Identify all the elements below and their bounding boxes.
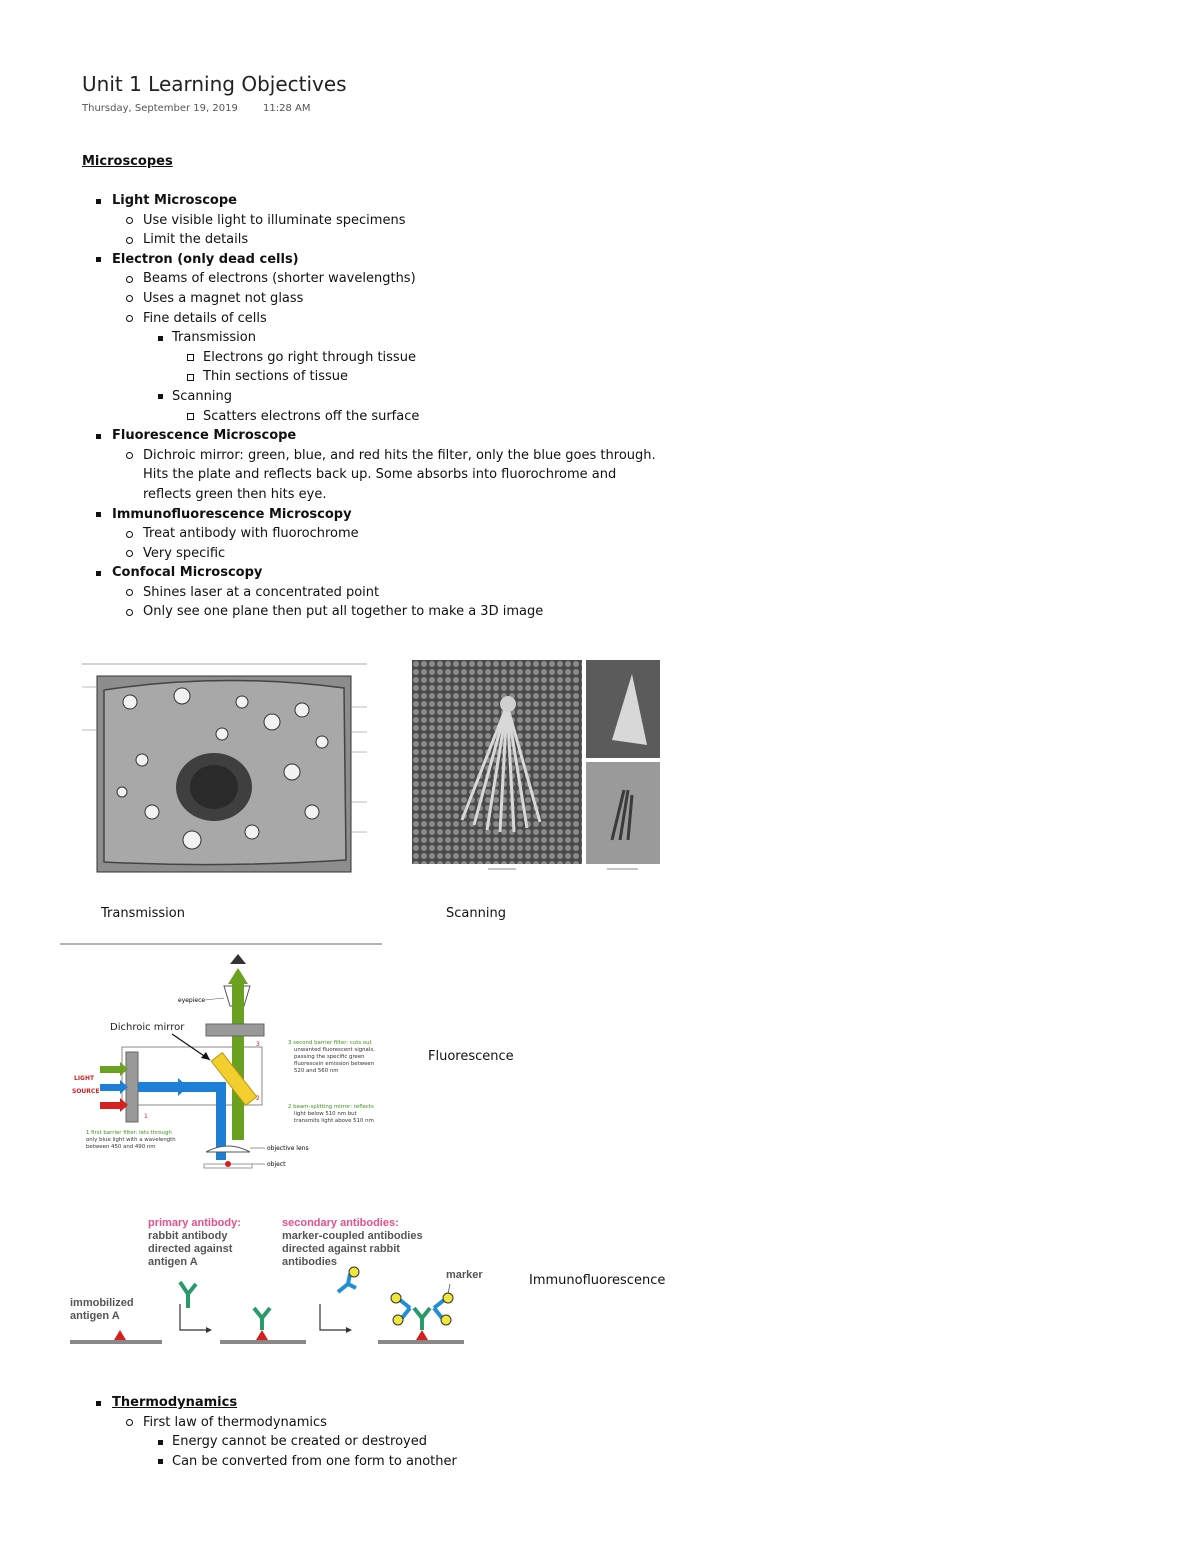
svg-text:secondary antibodies:: secondary antibodies:: [282, 1217, 399, 1229]
bullet-icon: [126, 550, 133, 557]
bullet-icon: [96, 1401, 101, 1406]
list-item: Immunofluorescence Microscopy: [82, 505, 782, 525]
svg-text:marker: marker: [446, 1269, 483, 1281]
svg-text:2 beam-splitting mirror: refl: 2 beam-splitting mirror: reflects: [288, 1104, 374, 1110]
svg-text:3: 3: [256, 1041, 260, 1048]
list-item-continuation: Hits the plate and reflects back up. Some absorbs into fluorochrome and: [143, 467, 617, 483]
bullet-icon: [126, 217, 133, 224]
svg-text:directed against: directed against: [148, 1243, 233, 1255]
list-item: Can be converted from one form to another: [82, 1452, 782, 1472]
svg-text:unwanted fluorescent signals,: unwanted fluorescent signals,: [294, 1047, 375, 1053]
list-item: Limit the details: [82, 230, 782, 250]
svg-text:LIGHT: LIGHT: [74, 1075, 95, 1082]
page-title: Unit 1 Learning Objectives: [82, 72, 347, 96]
svg-text:Dichroic mirror: Dichroic mirror: [110, 1022, 185, 1033]
bullet-icon: [126, 452, 133, 459]
list-item: Only see one plane then put all together to make a 3D image: [82, 602, 782, 622]
svg-text:1: 1: [144, 1113, 148, 1120]
page-time: 11:28 AM: [263, 103, 311, 114]
list-item: First law of thermodynamics: [82, 1413, 782, 1433]
svg-text:antigen A: antigen A: [148, 1256, 198, 1268]
second-barrier-filter: [206, 1024, 264, 1036]
list-item: Thermodynamics: [82, 1393, 782, 1413]
bullet-icon: [187, 354, 194, 361]
scanning-caption: Scanning: [446, 906, 506, 921]
bullet-icon: [126, 609, 133, 616]
svg-text:between 450 and 490 nm: between 450 and 490 nm: [86, 1144, 156, 1150]
scanning-image: [412, 660, 660, 872]
bullet-icon: [158, 336, 163, 341]
green-beam: [232, 980, 244, 1140]
bullet-icon: [126, 589, 133, 596]
list-item: Beams of electrons (shorter wavelengths): [82, 269, 782, 289]
bullet-icon: [126, 295, 133, 302]
bullet-icon: [96, 512, 101, 517]
list-item: Light Microscope: [82, 191, 782, 211]
svg-text:3 second barrier filter: cuts: 3 second barrier filter: cuts out: [288, 1040, 372, 1046]
list-item: Use visible light to illuminate specimens: [82, 211, 782, 231]
bullet-icon: [96, 257, 101, 262]
svg-text:1 first barrier filter: lets: 1 first barrier filter: lets through: [86, 1130, 172, 1136]
immunofluorescence-diagram: [66, 1212, 483, 1352]
list-item: Very specific: [82, 544, 782, 564]
svg-text:passing the specific green: passing the specific green: [294, 1054, 365, 1060]
fluorescence-diagram: [60, 942, 384, 1170]
list-item: Confocal Microscopy: [82, 563, 782, 583]
svg-text:2: 2: [256, 1095, 260, 1102]
list-item: Dichroic mirror: green, blue, and red hits the filter, only the blue goes through.: [82, 446, 782, 466]
svg-text:immobilized: immobilized: [70, 1297, 134, 1309]
notes-outline: [82, 191, 782, 622]
bullet-icon: [158, 394, 163, 399]
list-item: Scatters electrons off the surface: [82, 407, 782, 427]
bullet-icon: [187, 413, 194, 420]
page-meta: [82, 103, 333, 114]
bullet-icon: [158, 1459, 163, 1464]
svg-text:eyepiece: eyepiece: [178, 997, 206, 1004]
svg-text:antibodies: antibodies: [282, 1256, 338, 1268]
bullet-icon: [158, 1440, 163, 1445]
list-item: Scanning: [82, 387, 782, 407]
svg-text:light below 510 nm but: light below 510 nm but: [294, 1111, 357, 1117]
page-date: Thursday, September 19, 2019: [82, 103, 238, 114]
section-heading: Microscopes: [82, 154, 173, 169]
transmission-image: [82, 662, 367, 874]
list-item: Fine details of cells: [82, 309, 782, 329]
svg-text:antigen A: antigen A: [70, 1310, 120, 1322]
eye-icon: [230, 954, 246, 964]
svg-text:fluorescein emission between: fluorescein emission between: [294, 1061, 375, 1067]
svg-text:rabbit antibody: rabbit antibody: [148, 1230, 228, 1242]
bullet-icon: [126, 237, 133, 244]
bullet-icon: [96, 199, 101, 204]
list-item: Shines laser at a concentrated point: [82, 583, 782, 603]
bullet-icon: [187, 374, 194, 381]
svg-text:520 and 560 nm: 520 and 560 nm: [294, 1068, 339, 1074]
bullet-icon: [126, 276, 133, 283]
list-item: Treat antibody with fluorochrome: [82, 524, 782, 544]
svg-text:marker-coupled antibodies: marker-coupled antibodies: [282, 1230, 423, 1242]
bullet-icon: [126, 1419, 133, 1426]
immunofluorescence-caption: Immunofluorescence: [529, 1273, 666, 1288]
bullet-icon: [96, 434, 101, 439]
svg-text:transmits light above 510 nm: transmits light above 510 nm: [294, 1118, 374, 1124]
svg-text:only blue light with a wavelen: only blue light with a wavelength: [86, 1137, 176, 1143]
bullet-icon: [126, 315, 133, 322]
svg-text:primary antibody:: primary antibody:: [148, 1217, 241, 1229]
list-item: Electrons go right through tissue: [82, 348, 782, 368]
list-item: Electron (only dead cells): [82, 250, 782, 270]
svg-text:object: object: [267, 1161, 286, 1168]
svg-text:objective lens: objective lens: [267, 1145, 309, 1152]
svg-text:SOURCE: SOURCE: [72, 1088, 100, 1095]
list-item: Thin sections of tissue: [82, 367, 782, 387]
list-item-continuation: reflects green then hits eye.: [143, 486, 327, 502]
list-item: Energy cannot be created or destroyed: [82, 1432, 782, 1452]
svg-text:directed against rabbit: directed against rabbit: [282, 1243, 400, 1255]
fluorescence-caption: Fluorescence: [428, 1049, 514, 1064]
notes-outline-thermodynamics: [82, 1393, 782, 1471]
list-item: Uses a magnet not glass: [82, 289, 782, 309]
list-item: Fluorescence Microscope: [82, 426, 782, 446]
bullet-icon: [96, 571, 101, 576]
transmission-caption: Transmission: [101, 906, 185, 921]
list-item: Transmission: [82, 328, 782, 348]
bullet-icon: [126, 531, 133, 538]
